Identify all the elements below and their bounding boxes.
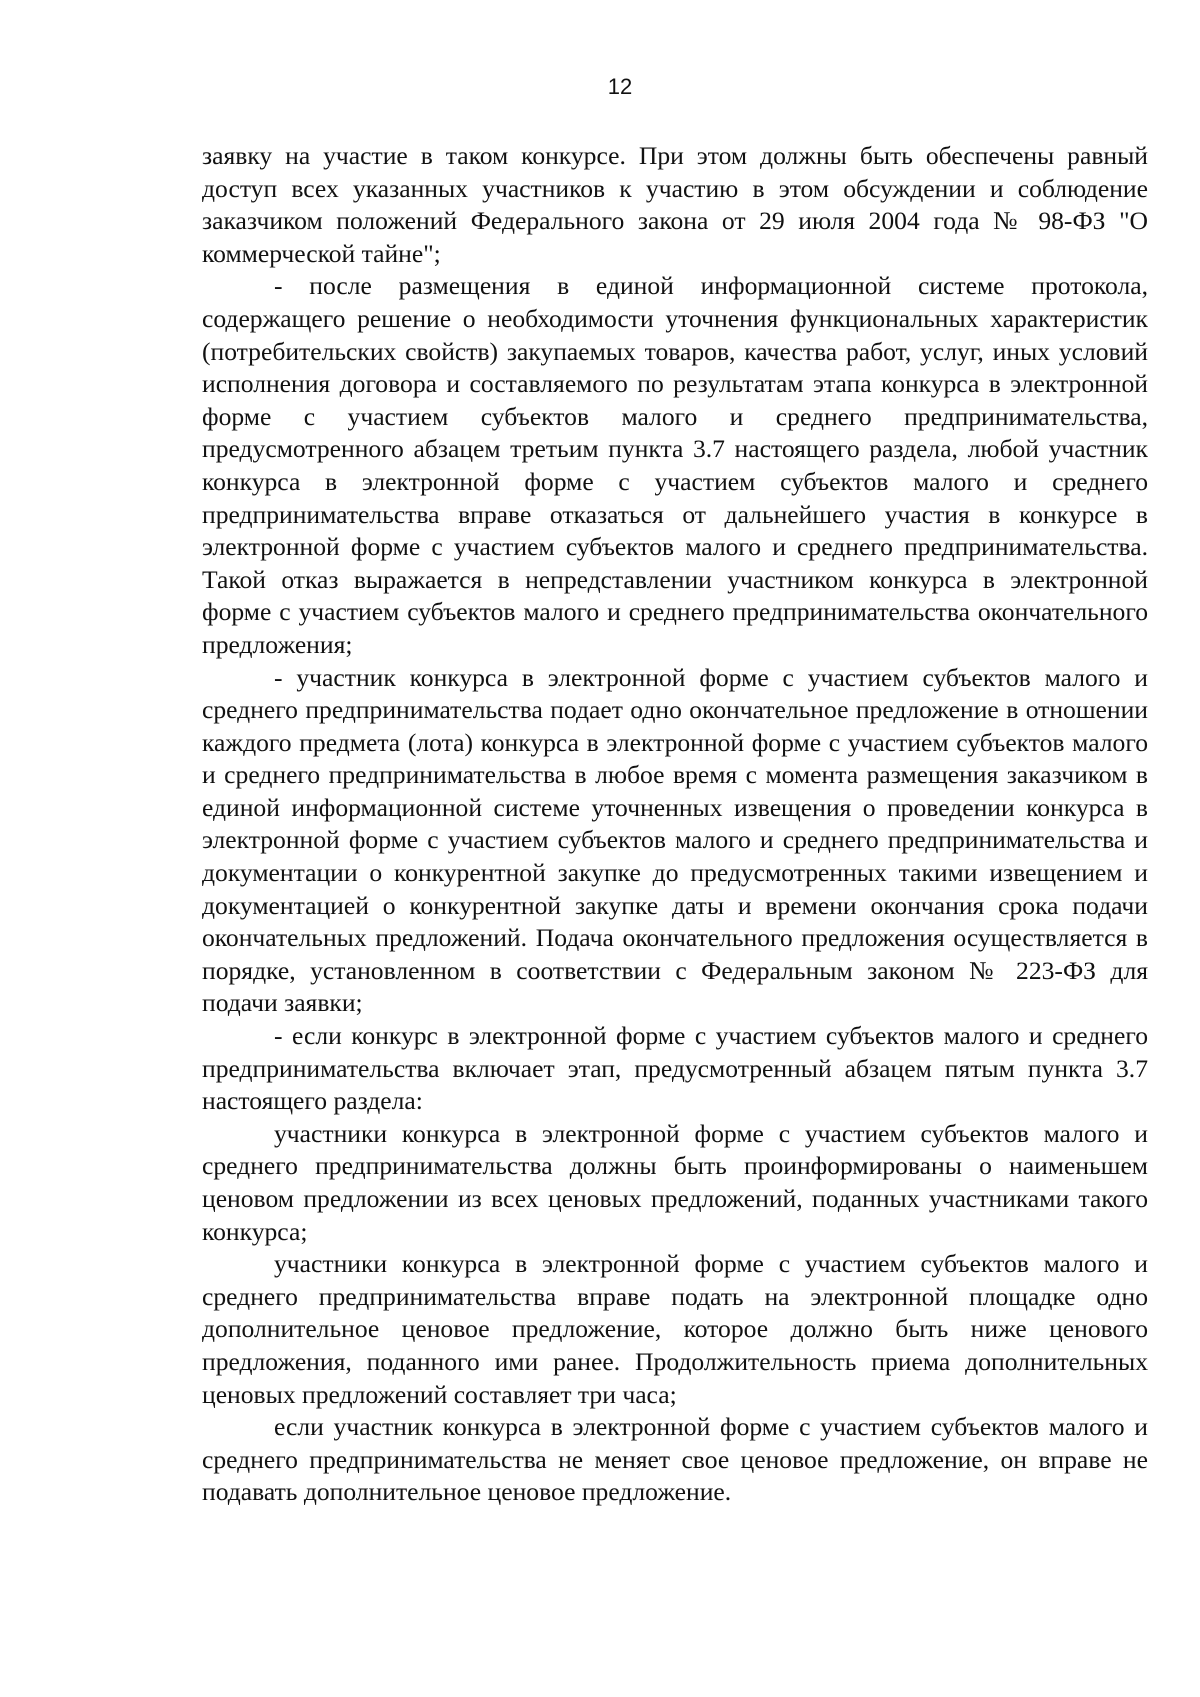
paragraph-6: участники конкурса в электронной форме с участием субъектов малого и среднего предпринимательства вправе подать на электронной площадке одно дополнительное ценовое предложение, которое должно быть ниже ценового предложения, поданного ими ранее. Продолжительность приема дополнительных ценовых предложений составляет три часа; [202,1249,1148,1409]
document-body [202,140,1148,1509]
paragraph-4: - если конкурс в электронной форме с участием субъектов малого и среднего предпринимательства включает этап, предусмотренный абзацем пятым пункта 3.7 настоящего раздела: [202,1021,1148,1116]
paragraph-5: участники конкурса в электронной форме с участием субъектов малого и среднего предпринимательства должны быть проинформированы о наименьшем ценовом предложении из всех ценовых предложений, поданных участниками такого конкурса; [202,1118,1148,1246]
page-number: 12 [607,74,633,99]
paragraph-3: - участник конкурса в электронной форме с участием субъектов малого и среднего предпринимательства подает одно окончательное предложение в отношении каждого предмета (лота) конкурса в электронной форме с участием субъектов малого и среднего предпринимательства в любое время с момента размещения заказчиком в единой информационной системе уточненных извещения о проведении конкурса в электронной форме с участием субъектов малого и среднего предпринимательства и документации о конкурентной закупке до предусмотренных такими извещением и документацией о конкурентной закупке даты и времени окончания срока подачи окончательных предложений. Подача окончательного предложения осуществляется в порядке, установленном в соответствии с Федеральным законом № 223-ФЗ для подачи заявки; [202,662,1148,1018]
paragraph-1: заявку на участие в таком конкурсе. При этом должны быть обеспечены равный доступ всех указанных участников к участию в этом обсуждении и соблюдение заказчиком положений Федерального закона от 29 июля 2004 года № 98-ФЗ "О коммерческой тайне"; [202,141,1148,268]
paragraph-2: - после размещения в единой информационной системе протокола, содержащего решение о необходимости уточнения функциональных характеристик (потребительских свойств) закупаемых товаров, качества работ, услуг, иных условий исполнения договора и составляемого по результатам этапа конкурса в электронной форме с участием субъектов малого и среднего предпринимательства, предусмотренного абзацем третьим пункта 3.7 настоящего раздела, любой участник конкурса в электронной форме с участием субъектов малого и среднего предпринимательства вправе отказаться от дальнейшего участия в конкурсе в электронной форме с участием субъектов малого и среднего предпринимательства. Такой отказ выражается в непредставлении участником конкурса в электронной форме с участием субъектов малого и среднего предпринимательства окончательного предложения; [202,271,1148,659]
paragraph-7: если участник конкурса в электронной форме с участием субъектов малого и среднего предпринимательства не меняет свое ценовое предложение, он вправе не подавать дополнительное ценовое предложение. [202,1412,1148,1507]
